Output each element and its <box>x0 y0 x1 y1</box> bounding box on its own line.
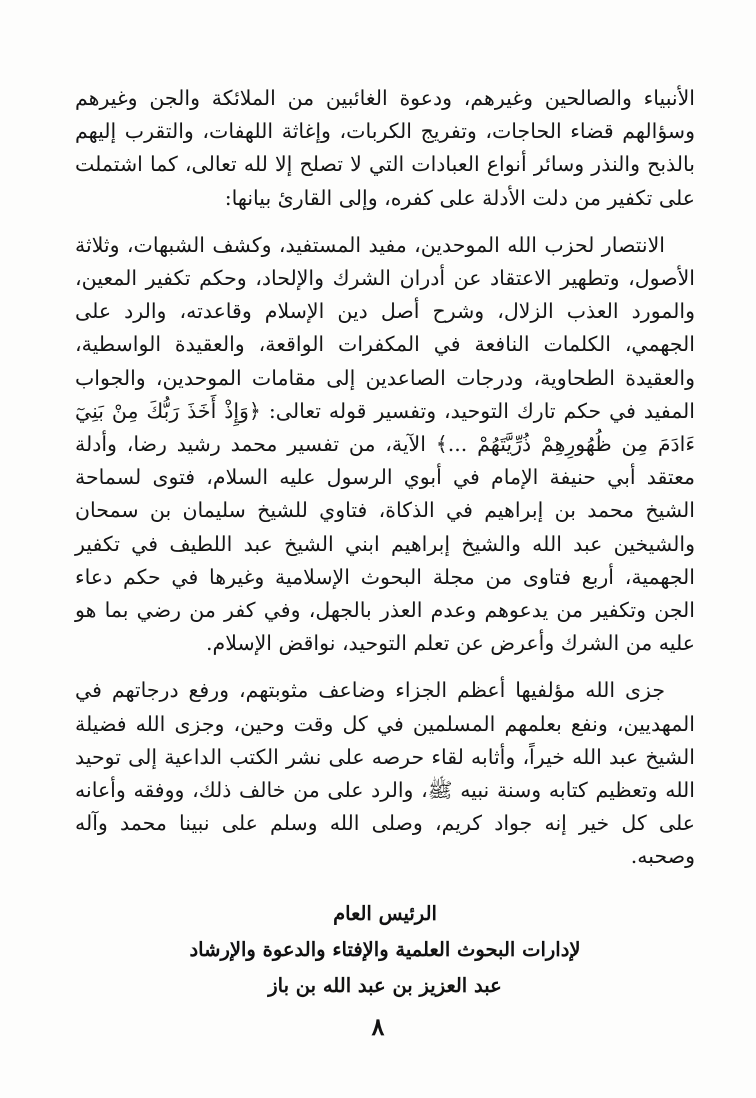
signature-name: عبد العزيز بن عبد الله بن باز <box>268 974 502 997</box>
paragraph-book-list: الانتصار لحزب الله الموحدين، مفيد المستفيد، وكشف الشبهات، وثلاثة الأصول، وتطهير الاعتقاد عن أدران الشرك والإلحاد، وحكم تكفير المعين، والمورد العذب الزلال، وشرح أصل دين الإسلام وقاعدته، والرد على الجهمي، الكلمات النافعة في المكفرات الواقعة، والعقيدة الواسطية، والعقيدة الطحاوية، ودرجات الصاعدين إلى مقامات الموحدين، والجواب المفيد في حكم تارك التوحيد، وتفسير قوله تعالى: ﴿وَإِذْ أَخَذَ رَبُّكَ مِنْ بَنِيٓ ءَادَمَ مِن ظُهُورِهِمْ ذُرِّيَّتَهُمْ ...﴾ الآية، من تفسير محمد رشيد رضا، وأدلة معتقد أبي حنيفة الإمام في أبوي الرسول عليه السلام، فتوى لسماحة الشيخ محمد بن إبراهيم في الذكاة، فتاوي للشيخ سليمان بن سمحان والشيخين عبد الله والشيخ إبراهيم ابني الشيخ عبد اللطيف في تكفير الجهمية، أربع فتاوى من مجلة البحوث الإسلامية وغيرها في حكم دعاء الجن وتكفير من يدعوهم وعدم العذر بالجهل، وفي كفر من رضي بما هو عليه من الشرك وأعرض عن تعلم التوحيد، نواقض الإسلام. <box>75 232 695 656</box>
body-text <box>75 82 695 874</box>
paragraph-closing-prayer: جزى الله مؤلفيها أعظم الجزاء وضاعف مثوبتهم، ورفع درجاتهم في المهديين، ونفع بعلمهم المسلمين في كل وقت وحين، وجزى الله فضيلة الشيخ عبد الله خيراً، وأثابه لقاء حرصه على نشر الكتب الداعية إلى توحيد الله وتعظيم كتابه وسنة نبيه ﷺ، والرد على من خالف ذلك، ووفقه وأعانه على كل خير إنه جواد كريم، وصلى الله وسلم على نبينا محمد وآله وصحبه. <box>75 678 695 869</box>
paragraph-intro: الأنبياء والصالحين وغيرهم، ودعوة الغائبين من الملائكة والجن وغيرهم وسؤالهم قضاء الحاجات، وتفريج الكربات، وإغاثة اللهفات، والتقرب إليهم بالذبح والنذر وسائر أنواع العبادات التي لا تصلح إلا لله تعالى، كما اشتملت على تكفير من دلت الأدلة على كفره، وإلى القارئ بيانها: <box>75 86 695 210</box>
signature-organization: لإدارات البحوث العلمية والإفتاء والدعوة والإرشاد <box>189 938 581 961</box>
signature-block <box>75 896 695 1004</box>
page-number: ٨ <box>371 1012 385 1041</box>
signature-title: الرئيس العام <box>333 902 437 925</box>
